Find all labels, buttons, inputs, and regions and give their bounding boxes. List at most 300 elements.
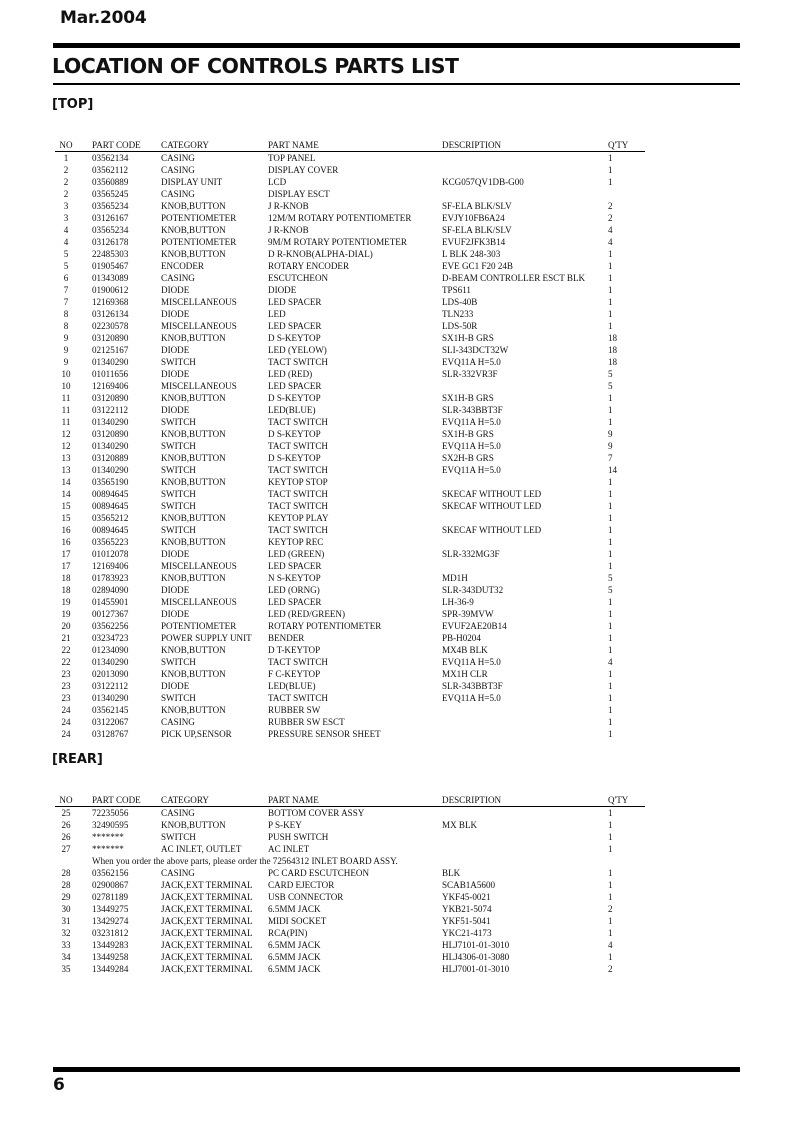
cell-category: KNOB,BUTTON bbox=[161, 429, 226, 439]
order-note: When you order the above parts, please order the 72564312 INLET BOARD ASSY. bbox=[92, 856, 398, 866]
column-header-qty: Q'TY bbox=[608, 139, 645, 152]
cell-part-name: D R-KNOB(ALPHA-DIAL) bbox=[268, 249, 373, 259]
cell-part-name: P S-KEY bbox=[268, 820, 302, 830]
cell-no: 5 bbox=[63, 249, 69, 259]
cell-no: 27 bbox=[61, 844, 71, 854]
cell-no: 6 bbox=[63, 273, 69, 283]
cell-part-code: 03565190 bbox=[92, 477, 129, 487]
cell-category: KNOB,BUTTON bbox=[161, 249, 226, 259]
page-number: 6 bbox=[53, 1075, 65, 1095]
table-row bbox=[55, 536, 645, 548]
cell-category: MISCELLANEOUS bbox=[161, 597, 237, 607]
table-row bbox=[55, 963, 645, 975]
column-header-category: CATEGORY bbox=[161, 139, 268, 152]
table-row bbox=[55, 644, 645, 656]
cell-qty: 1 bbox=[608, 549, 613, 559]
cell-category: JACK,EXT TERMINAL bbox=[161, 916, 253, 926]
table-row bbox=[55, 260, 645, 272]
cell-part-name: D S-KEYTOP bbox=[268, 453, 321, 463]
cell-part-name: 6.5MM JACK bbox=[268, 964, 321, 974]
table-row bbox=[55, 891, 645, 903]
cell-part-code: 03128767 bbox=[92, 729, 129, 739]
cell-part-code: 02781189 bbox=[92, 892, 129, 902]
cell-category: DIODE bbox=[161, 405, 190, 415]
cell-part-name: N S-KEYTOP bbox=[268, 573, 321, 583]
cell-qty: 7 bbox=[608, 453, 613, 463]
cell-description: SLR-332VR3F bbox=[442, 369, 498, 379]
table-row bbox=[55, 296, 645, 308]
cell-part-name: 6.5MM JACK bbox=[268, 904, 321, 914]
cell-no: 33 bbox=[61, 940, 71, 950]
cell-description bbox=[442, 380, 608, 392]
cell-part-name: LED SPACER bbox=[268, 561, 322, 571]
table-row bbox=[55, 584, 645, 596]
cell-no: 19 bbox=[61, 609, 71, 619]
table-row bbox=[55, 843, 645, 855]
cell-part-code: 01340290 bbox=[92, 417, 129, 427]
cell-description: L BLK 248-303 bbox=[442, 249, 501, 259]
cell-part-code: 01905467 bbox=[92, 261, 129, 271]
cell-part-name: ROTARY ENCODER bbox=[268, 261, 350, 271]
cell-part-code: 01343089 bbox=[92, 273, 129, 283]
cell-part-code: 01340290 bbox=[92, 693, 129, 703]
cell-part-name: DIODE bbox=[268, 285, 297, 295]
table-note-row bbox=[55, 855, 645, 867]
parts-table-rear bbox=[55, 794, 645, 975]
cell-part-name: ESCUTCHEON bbox=[268, 273, 329, 283]
cell-category: CASING bbox=[161, 808, 195, 818]
cell-description: YKB21-5074 bbox=[442, 904, 492, 914]
cell-no: 16 bbox=[61, 525, 71, 535]
cell-description: SCAB1A5600 bbox=[442, 880, 496, 890]
cell-category: SWITCH bbox=[161, 357, 196, 367]
cell-qty: 1 bbox=[608, 693, 613, 703]
cell-no: 29 bbox=[61, 892, 71, 902]
cell-part-name: LCD bbox=[268, 177, 287, 187]
cell-qty: 1 bbox=[608, 844, 613, 854]
cell-category: KNOB,BUTTON bbox=[161, 393, 226, 403]
table-row bbox=[55, 879, 645, 891]
cell-qty: 9 bbox=[608, 429, 613, 439]
cell-qty: 1 bbox=[608, 868, 613, 878]
cell-category: DIODE bbox=[161, 549, 190, 559]
cell-category: CASING bbox=[161, 153, 195, 163]
cell-category: DIODE bbox=[161, 309, 190, 319]
table-row bbox=[55, 548, 645, 560]
cell-category: DIODE bbox=[161, 609, 190, 619]
cell-description: SKECAF WITHOUT LED bbox=[442, 501, 542, 511]
cell-qty: 14 bbox=[608, 465, 618, 475]
cell-part-code: 01011656 bbox=[92, 369, 129, 379]
cell-part-code: 12169406 bbox=[92, 381, 129, 391]
table-row bbox=[55, 308, 645, 320]
cell-category: POTENTIOMETER bbox=[161, 621, 237, 631]
cell-category: KNOB,BUTTON bbox=[161, 225, 226, 235]
cell-qty: 1 bbox=[608, 489, 613, 499]
cell-category: JACK,EXT TERMINAL bbox=[161, 880, 253, 890]
column-header-part-code: PART CODE bbox=[77, 794, 161, 807]
cell-qty: 18 bbox=[608, 357, 618, 367]
table-row bbox=[55, 680, 645, 692]
cell-description bbox=[442, 476, 608, 488]
cell-qty: 1 bbox=[608, 309, 613, 319]
cell-part-name: 6.5MM JACK bbox=[268, 952, 321, 962]
cell-description: SF-ELA BLK/SLV bbox=[442, 201, 512, 211]
document-date: Mar.2004 bbox=[60, 8, 147, 28]
table-row bbox=[55, 867, 645, 879]
section-label-top: [TOP] bbox=[52, 97, 94, 112]
cell-part-name: F C-KEYTOP bbox=[268, 669, 321, 679]
cell-part-code: 01012078 bbox=[92, 549, 129, 559]
cell-description: KCG057QV1DB-G00 bbox=[442, 177, 524, 187]
cell-description: SLR-343BBT3F bbox=[442, 405, 503, 415]
cell-no: 23 bbox=[61, 669, 71, 679]
cell-description: EVUF2JFK3B14 bbox=[442, 237, 506, 247]
cell-qty: 1 bbox=[608, 501, 613, 511]
cell-no: 4 bbox=[63, 225, 69, 235]
cell-description: TLN233 bbox=[442, 309, 474, 319]
cell-description: D-BEAM CONTROLLER ESCT BLK bbox=[442, 273, 586, 283]
table-row bbox=[55, 236, 645, 248]
table-row bbox=[55, 560, 645, 572]
cell-part-code: 03565212 bbox=[92, 513, 129, 523]
cell-part-name: LED bbox=[268, 309, 286, 319]
column-header-part-code: PART CODE bbox=[77, 139, 161, 152]
table-row bbox=[55, 176, 645, 188]
cell-part-code: 03126167 bbox=[92, 213, 129, 223]
table-row bbox=[55, 416, 645, 428]
cell-no: 14 bbox=[61, 477, 71, 487]
cell-part-name: KEYTOP REC bbox=[268, 537, 324, 547]
cell-no: 5 bbox=[63, 261, 69, 271]
table-row bbox=[55, 572, 645, 584]
cell-part-name: TACT SWITCH bbox=[268, 525, 328, 535]
parts-table-top bbox=[55, 139, 645, 740]
cell-no: 35 bbox=[61, 964, 71, 974]
cell-description: EVQ11A H=5.0 bbox=[442, 417, 501, 427]
cell-no: 19 bbox=[61, 597, 71, 607]
table-row bbox=[55, 380, 645, 392]
cell-category: KNOB,BUTTON bbox=[161, 453, 226, 463]
cell-qty: 1 bbox=[608, 393, 613, 403]
table-row bbox=[55, 188, 645, 200]
cell-category: SWITCH bbox=[161, 441, 196, 451]
cell-category: CASING bbox=[161, 273, 195, 283]
cell-part-name: LED(BLUE) bbox=[268, 405, 316, 415]
cell-part-code: 03565234 bbox=[92, 201, 129, 211]
cell-category: DIODE bbox=[161, 681, 190, 691]
table-row bbox=[55, 500, 645, 512]
cell-qty: 1 bbox=[608, 717, 613, 727]
cell-part-name: DISPLAY COVER bbox=[268, 165, 339, 175]
cell-part-code: 03560889 bbox=[92, 177, 129, 187]
cell-part-code: 03120890 bbox=[92, 393, 129, 403]
cell-part-name: LED (GREEN) bbox=[268, 549, 325, 559]
cell-part-code: 00894645 bbox=[92, 501, 129, 511]
table-row bbox=[55, 524, 645, 536]
cell-description bbox=[442, 807, 608, 820]
cell-part-name: TACT SWITCH bbox=[268, 657, 328, 667]
cell-description bbox=[442, 716, 608, 728]
cell-category: KNOB,BUTTON bbox=[161, 573, 226, 583]
cell-category: JACK,EXT TERMINAL bbox=[161, 952, 253, 962]
cell-category: KNOB,BUTTON bbox=[161, 645, 226, 655]
cell-description: MX BLK bbox=[442, 820, 478, 830]
cell-qty: 1 bbox=[608, 165, 613, 175]
cell-description bbox=[442, 831, 608, 843]
cell-no: 31 bbox=[61, 916, 71, 926]
cell-category: SWITCH bbox=[161, 501, 196, 511]
header-rule bbox=[53, 43, 740, 48]
cell-description bbox=[442, 512, 608, 524]
cell-qty: 1 bbox=[608, 645, 613, 655]
cell-description: YKF45-0021 bbox=[442, 892, 491, 902]
cell-description: HLJ7001-01-3010 bbox=[442, 964, 510, 974]
table-row bbox=[55, 903, 645, 915]
cell-no: 17 bbox=[61, 549, 71, 559]
cell-part-name: LED SPACER bbox=[268, 597, 322, 607]
table-row bbox=[55, 951, 645, 963]
cell-no: 2 bbox=[63, 177, 69, 187]
table-row bbox=[55, 819, 645, 831]
table-row bbox=[55, 596, 645, 608]
cell-part-name: D S-KEYTOP bbox=[268, 429, 321, 439]
cell-part-name: D T-KEYTOP bbox=[268, 645, 321, 655]
cell-description: SX1H-B GRS bbox=[442, 429, 494, 439]
cell-part-code: 03120889 bbox=[92, 453, 129, 463]
cell-description: SKECAF WITHOUT LED bbox=[442, 489, 542, 499]
cell-qty bbox=[608, 188, 645, 200]
cell-part-name: RCA(PIN) bbox=[268, 928, 308, 938]
cell-description: SX1H-B GRS bbox=[442, 333, 494, 343]
cell-description: MX1H CLR bbox=[442, 669, 488, 679]
cell-part-name: TOP PANEL bbox=[268, 153, 316, 163]
cell-category: POTENTIOMETER bbox=[161, 213, 237, 223]
cell-qty: 2 bbox=[608, 213, 613, 223]
cell-description bbox=[442, 164, 608, 176]
cell-description: LDS-40B bbox=[442, 297, 478, 307]
table-row bbox=[55, 807, 645, 820]
cell-part-name: LED SPACER bbox=[268, 381, 322, 391]
cell-part-name: PUSH SWITCH bbox=[268, 832, 329, 842]
cell-no: 8 bbox=[63, 309, 69, 319]
cell-qty: 1 bbox=[608, 513, 613, 523]
cell-category: KNOB,BUTTON bbox=[161, 513, 226, 523]
cell-qty: 1 bbox=[608, 880, 613, 890]
cell-part-code: 03126178 bbox=[92, 237, 129, 247]
cell-description: LH-36-9 bbox=[442, 597, 474, 607]
cell-qty: 1 bbox=[608, 273, 613, 283]
cell-description bbox=[442, 188, 608, 200]
cell-part-code: 02230578 bbox=[92, 321, 129, 331]
table-row bbox=[55, 668, 645, 680]
cell-no: 7 bbox=[63, 297, 69, 307]
section-label-rear: [REAR] bbox=[52, 752, 103, 767]
cell-part-code: 02125167 bbox=[92, 345, 129, 355]
cell-description: HLJ7101-01-3010 bbox=[442, 940, 510, 950]
cell-category: JACK,EXT TERMINAL bbox=[161, 904, 253, 914]
cell-category: JACK,EXT TERMINAL bbox=[161, 964, 253, 974]
cell-part-code: 22485303 bbox=[92, 249, 129, 259]
cell-part-code: ******* bbox=[92, 832, 124, 842]
cell-qty: 1 bbox=[608, 952, 613, 962]
cell-description: YKF51-5041 bbox=[442, 916, 491, 926]
cell-qty: 1 bbox=[608, 405, 613, 415]
cell-part-name: LED (YELOW) bbox=[268, 345, 327, 355]
cell-part-code: 01340290 bbox=[92, 357, 129, 367]
cell-no: 18 bbox=[61, 573, 71, 583]
cell-part-name: BENDER bbox=[268, 633, 305, 643]
column-header-category: CATEGORY bbox=[161, 794, 268, 807]
cell-category: SWITCH bbox=[161, 832, 196, 842]
column-header-no: NO bbox=[55, 794, 77, 807]
cell-category: KNOB,BUTTON bbox=[161, 669, 226, 679]
cell-no: 22 bbox=[61, 657, 71, 667]
cell-description bbox=[442, 560, 608, 572]
cell-category: POWER SUPPLY UNIT bbox=[161, 633, 252, 643]
cell-no: 21 bbox=[61, 633, 71, 643]
cell-no: 4 bbox=[63, 237, 69, 247]
cell-part-code: 13429274 bbox=[92, 916, 129, 926]
cell-part-code: 03122112 bbox=[92, 681, 129, 691]
cell-description: PB-H0204 bbox=[442, 633, 481, 643]
cell-part-name: RUBBER SW ESCT bbox=[268, 717, 345, 727]
cell-description: YKC21-4173 bbox=[442, 928, 492, 938]
cell-category: SWITCH bbox=[161, 465, 196, 475]
cell-part-name: TACT SWITCH bbox=[268, 693, 328, 703]
column-header-part-name: PART NAME bbox=[268, 794, 442, 807]
cell-no: 10 bbox=[61, 381, 71, 391]
cell-qty: 1 bbox=[608, 297, 613, 307]
cell-qty: 1 bbox=[608, 892, 613, 902]
cell-category: POTENTIOMETER bbox=[161, 237, 237, 247]
cell-qty: 1 bbox=[608, 832, 613, 842]
table-row bbox=[55, 284, 645, 296]
cell-description: EVQ11A H=5.0 bbox=[442, 357, 501, 367]
cell-category: JACK,EXT TERMINAL bbox=[161, 940, 253, 950]
cell-description: SLR-343BBT3F bbox=[442, 681, 503, 691]
cell-no: 18 bbox=[61, 585, 71, 595]
cell-part-name: TACT SWITCH bbox=[268, 489, 328, 499]
cell-part-code: 03122067 bbox=[92, 717, 129, 727]
cell-part-code: 03120890 bbox=[92, 333, 129, 343]
cell-part-code: 13449258 bbox=[92, 952, 129, 962]
cell-part-name: DISPLAY ESCT bbox=[268, 189, 330, 199]
cell-qty: 1 bbox=[608, 537, 613, 547]
cell-part-name: KEYTOP STOP bbox=[268, 477, 328, 487]
cell-part-name: LED SPACER bbox=[268, 297, 322, 307]
cell-qty: 2 bbox=[608, 201, 613, 211]
cell-qty: 1 bbox=[608, 820, 613, 830]
cell-qty: 1 bbox=[608, 249, 613, 259]
cell-qty: 1 bbox=[608, 808, 613, 818]
cell-qty: 5 bbox=[608, 369, 613, 379]
table-row bbox=[55, 428, 645, 440]
cell-qty: 4 bbox=[608, 237, 613, 247]
table-row bbox=[55, 212, 645, 224]
cell-category: CASING bbox=[161, 189, 195, 199]
cell-no: 7 bbox=[63, 285, 69, 295]
cell-part-code: 13449283 bbox=[92, 940, 129, 950]
table-row bbox=[55, 831, 645, 843]
cell-qty: 1 bbox=[608, 705, 613, 715]
cell-qty: 18 bbox=[608, 345, 618, 355]
table-header-row bbox=[55, 794, 645, 807]
cell-qty: 1 bbox=[608, 177, 613, 187]
cell-part-code: 00127367 bbox=[92, 609, 129, 619]
cell-qty: 1 bbox=[608, 621, 613, 631]
cell-part-code: 01900612 bbox=[92, 285, 129, 295]
cell-no: 15 bbox=[61, 513, 71, 523]
cell-category: KNOB,BUTTON bbox=[161, 820, 226, 830]
cell-part-code: 72235056 bbox=[92, 808, 129, 818]
cell-qty: 1 bbox=[608, 525, 613, 535]
cell-description: HLJ4306-01-3080 bbox=[442, 952, 510, 962]
cell-category: KNOB,BUTTON bbox=[161, 333, 226, 343]
cell-no: 1 bbox=[63, 153, 69, 163]
cell-part-code: 03562156 bbox=[92, 868, 129, 878]
table-row bbox=[55, 452, 645, 464]
cell-part-name: TACT SWITCH bbox=[268, 441, 328, 451]
column-header-no: NO bbox=[55, 139, 77, 152]
cell-description bbox=[442, 536, 608, 548]
cell-part-code: 03562134 bbox=[92, 153, 129, 163]
cell-description: BLK bbox=[442, 868, 461, 878]
table-row bbox=[55, 656, 645, 668]
cell-qty: 4 bbox=[608, 940, 613, 950]
cell-part-name: TACT SWITCH bbox=[268, 465, 328, 475]
cell-part-code: 03562256 bbox=[92, 621, 129, 631]
cell-description: SLI-343DCT32W bbox=[442, 345, 509, 355]
cell-category: KNOB,BUTTON bbox=[161, 477, 226, 487]
column-header-description: DESCRIPTION bbox=[442, 794, 608, 807]
cell-category: DIODE bbox=[161, 345, 190, 355]
cell-no: 12 bbox=[61, 441, 71, 451]
parts-rows-top bbox=[55, 152, 645, 741]
cell-no: 13 bbox=[61, 453, 71, 463]
cell-category: DIODE bbox=[161, 285, 190, 295]
cell-no: 2 bbox=[63, 165, 69, 175]
cell-no: 9 bbox=[63, 333, 69, 343]
cell-no: 28 bbox=[61, 868, 71, 878]
table-row bbox=[55, 224, 645, 236]
cell-part-name: PRESSURE SENSOR SHEET bbox=[268, 729, 381, 739]
cell-qty: 1 bbox=[608, 285, 613, 295]
cell-category: SWITCH bbox=[161, 525, 196, 535]
cell-part-name: J R-KNOB bbox=[268, 225, 309, 235]
cell-qty: 1 bbox=[608, 609, 613, 619]
cell-part-code: 13449275 bbox=[92, 904, 129, 914]
column-header-description: DESCRIPTION bbox=[442, 139, 608, 152]
cell-part-code: 02013090 bbox=[92, 669, 129, 679]
cell-category: DIODE bbox=[161, 369, 190, 379]
cell-no: 34 bbox=[61, 952, 71, 962]
table-row bbox=[55, 248, 645, 260]
table-row bbox=[55, 392, 645, 404]
cell-no: 11 bbox=[61, 417, 71, 427]
column-header-qty: Q'TY bbox=[608, 794, 645, 807]
cell-part-name: 9M/M ROTARY POTENTIOMETER bbox=[268, 237, 407, 247]
cell-qty: 4 bbox=[608, 657, 613, 667]
cell-qty: 1 bbox=[608, 916, 613, 926]
cell-part-name: 12M/M ROTARY POTENTIOMETER bbox=[268, 213, 412, 223]
cell-no: 12 bbox=[61, 429, 71, 439]
table-row bbox=[55, 200, 645, 212]
cell-description: TPS611 bbox=[442, 285, 471, 295]
cell-category: KNOB,BUTTON bbox=[161, 705, 226, 715]
cell-part-name: TACT SWITCH bbox=[268, 417, 328, 427]
table-row bbox=[55, 620, 645, 632]
